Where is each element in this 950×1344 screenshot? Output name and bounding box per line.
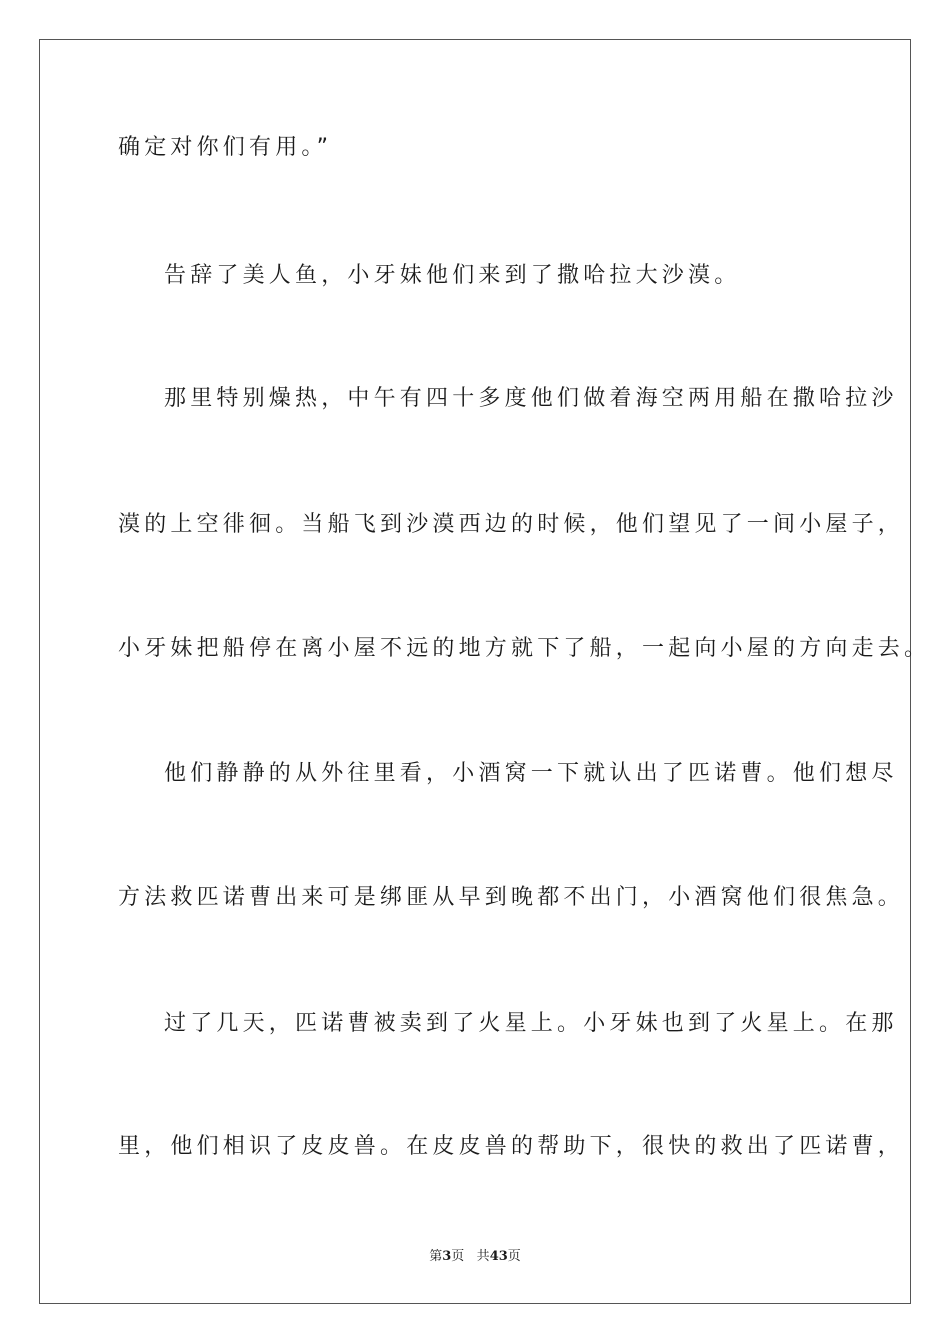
footer-page-suffix: 页 xyxy=(451,1249,465,1264)
text-line-5: 小牙妹把船停在离小屋不远的地方就下了船，一起向小屋的方向走去。 xyxy=(118,636,931,661)
text-line-4: 漠的上空徘徊。当船飞到沙漠西边的时候，他们望见了一间小屋子， xyxy=(118,512,905,537)
text-line-7: 方法救匹诺曹出来可是绑匪从早到晚都不出门，小酒窝他们很焦急。 xyxy=(118,885,905,910)
page-footer xyxy=(0,1249,950,1265)
text-line-2: 告辞了美人鱼，小牙妹他们来到了撒哈拉大沙漠。 xyxy=(164,263,741,288)
footer-gap xyxy=(464,1249,476,1264)
footer-total-suffix: 页 xyxy=(507,1249,521,1264)
footer-page-number: 3 xyxy=(442,1249,452,1264)
footer-total-pages: 43 xyxy=(489,1249,508,1264)
footer-total-prefix: 共 xyxy=(476,1249,490,1264)
page-border xyxy=(39,39,911,1304)
text-line-6: 他们静静的从外往里看，小酒窝一下就认出了匹诺曹。他们想尽 xyxy=(164,761,898,786)
text-line-9: 里，他们相识了皮皮兽。在皮皮兽的帮助下，很快的救出了匹诺曹， xyxy=(118,1134,905,1159)
text-line-1: 确定对你们有用。” xyxy=(118,135,333,160)
text-line-8: 过了几天，匹诺曹被卖到了火星上。小牙妹也到了火星上。在那 xyxy=(164,1011,898,1036)
text-line-3: 那里特别燥热，中午有四十多度他们做着海空两用船在撒哈拉沙 xyxy=(164,386,898,411)
footer-prefix: 第 xyxy=(429,1249,443,1264)
